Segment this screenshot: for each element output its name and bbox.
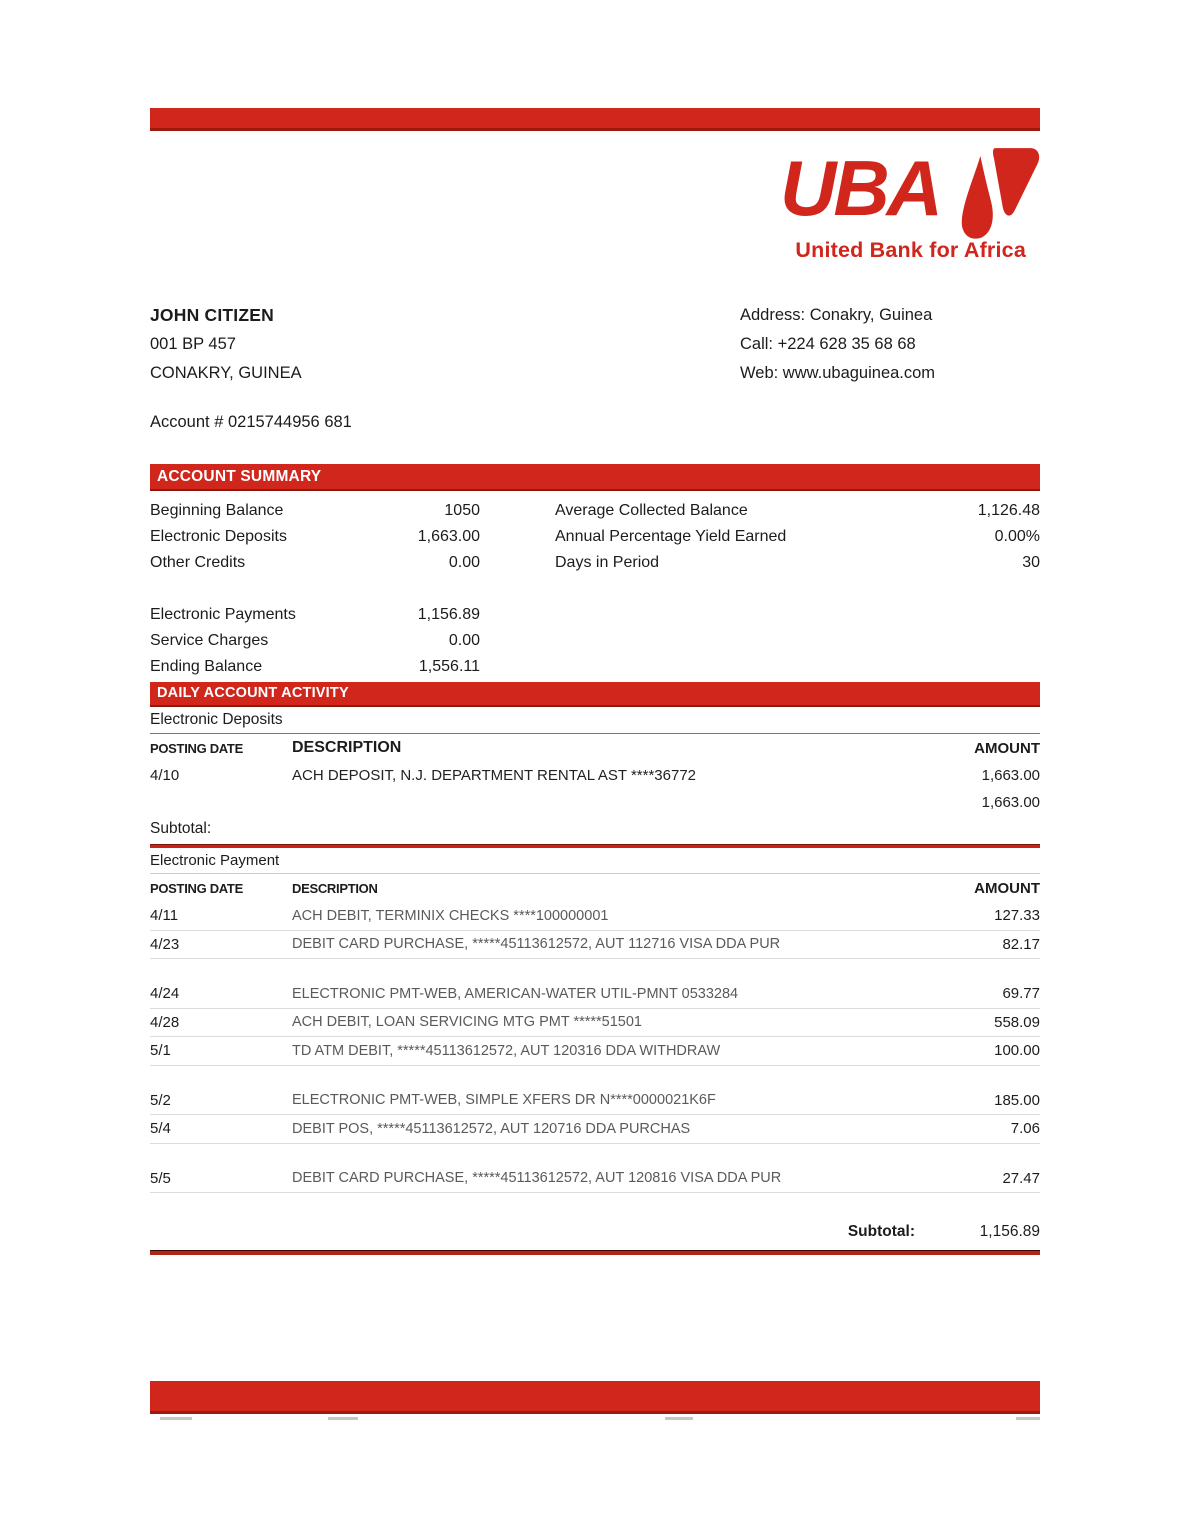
summary-label: Ending Balance (150, 658, 263, 675)
payment-date: 5/1 (150, 1042, 171, 1060)
scan-mark (665, 1417, 693, 1420)
payments-subtotal-label: Subtotal: (847, 1223, 915, 1240)
deposits-table-header (150, 734, 1040, 762)
payment-row (150, 959, 1040, 980)
payment-amount: 558.09 (994, 1013, 1040, 1031)
account-number: Account # 0215744956 681 (150, 412, 352, 431)
summary-label: Other Credits (150, 554, 246, 571)
payment-row (150, 1066, 1040, 1087)
summary-label: Average Collected Balance (555, 502, 748, 519)
bank-contact-block (740, 301, 1040, 388)
summary-label: Beginning Balance (150, 502, 284, 519)
payment-amount: 185.00 (994, 1091, 1040, 1109)
payment-row (150, 902, 1040, 931)
summary-value: 1,126.48 (977, 502, 1040, 519)
summary-row (150, 498, 480, 524)
deposits-col-posting-date: POSTING DATE (150, 740, 243, 756)
payment-row (150, 980, 1040, 1009)
deposits-subtotal-label: Subtotal: (150, 820, 212, 837)
account-summary-body (150, 491, 1040, 680)
payment-date: 4/11 (150, 907, 179, 925)
bank-logo (150, 146, 1040, 263)
summary-label: Service Charges (150, 632, 269, 649)
summary-row (555, 498, 1040, 524)
payment-row (150, 1037, 1040, 1066)
payment-description: DEBIT CARD PURCHASE, *****45113612572, AUT 120816 VISA DDA PUR (292, 1170, 782, 1187)
uba-emblem-icon (954, 146, 1040, 248)
summary-value: 0.00 (448, 632, 480, 649)
electronic-payments-section (150, 848, 1040, 1255)
payment-date: 5/4 (150, 1120, 171, 1138)
payments-divider (150, 1250, 1040, 1255)
bank-website: Web: www.ubaguinea.com (740, 364, 936, 382)
payment-amount: 27.47 (1002, 1169, 1040, 1187)
payment-date: 4/24 (150, 985, 180, 1003)
summary-label: Electronic Payments (150, 606, 296, 623)
payment-row (150, 1115, 1040, 1144)
summary-row (555, 550, 1040, 576)
summary-value: 1,663.00 (417, 528, 480, 545)
payment-date: 4/28 (150, 1013, 180, 1031)
bottom-brand-bar (150, 1381, 1040, 1414)
payment-row (150, 931, 1040, 960)
deposit-row (150, 762, 1040, 789)
payment-date: 5/2 (150, 1091, 171, 1109)
summary-value: 30 (1022, 554, 1040, 571)
scan-mark (160, 1417, 192, 1420)
bank-tagline: United Bank for Africa (795, 238, 1026, 262)
payment-amount: 100.00 (994, 1042, 1040, 1060)
customer-address-block (150, 301, 740, 388)
deposit-row (150, 789, 1040, 816)
top-brand-bar (150, 108, 1040, 131)
payment-description: TD ATM DEBIT, *****45113612572, AUT 120316 DDA WITHDRAW (292, 1042, 721, 1059)
footer-scan-marks (150, 1417, 1040, 1425)
payment-description: ELECTRONIC PMT-WEB, AMERICAN-WATER UTIL-PMNT 0533284 (292, 985, 739, 1002)
summary-value: 0.00% (994, 528, 1040, 545)
deposit-description: ACH DEPOSIT, N.J. DEPARTMENT RENTAL AST ****36772 (292, 767, 697, 784)
addresses-section (150, 301, 1040, 388)
payment-description: DEBIT CARD PURCHASE, *****45113612572, AUT 112716 VISA DDA PUR (292, 936, 781, 953)
payment-description: ACH DEBIT, TERMINIX CHECKS ****100000001 (292, 907, 609, 924)
summary-row (150, 576, 480, 602)
summary-row (150, 550, 480, 576)
deposit-amount: 1,663.00 (981, 794, 1040, 811)
payments-subtotal-amount: 1,156.89 (979, 1223, 1040, 1240)
payment-description: ELECTRONIC PMT-WEB, SIMPLE XFERS DR N****0000021K6F (292, 1092, 716, 1109)
summary-value: 0.00 (448, 554, 480, 571)
summary-left-column (150, 498, 480, 680)
summary-value: 1050 (444, 502, 480, 519)
summary-row (150, 524, 480, 550)
deposits-col-amount: AMOUNT (974, 739, 1040, 757)
payment-amount: 69.77 (1002, 985, 1040, 1003)
summary-label: Annual Percentage Yield Earned (555, 528, 787, 545)
payments-col-description: DESCRIPTION (292, 880, 378, 896)
payment-row (150, 1144, 1040, 1165)
customer-name: JOHN CITIZEN (150, 305, 274, 325)
payment-row (150, 1009, 1040, 1038)
summary-row (150, 654, 480, 680)
summary-right-column (555, 498, 1040, 680)
electronic-deposits-section (150, 707, 1040, 848)
logo-row (780, 146, 1040, 248)
deposit-date: 4/10 (150, 767, 180, 784)
scan-mark (1016, 1417, 1040, 1420)
bank-phone: Call: +224 628 35 68 68 (740, 335, 916, 353)
deposits-table-rows (150, 762, 1040, 816)
payments-heading: Electronic Payment (150, 848, 1040, 874)
summary-value: 1,556.11 (418, 658, 480, 675)
payment-description: DEBIT POS, *****45113612572, AUT 120716 DDA PURCHAS (292, 1120, 691, 1137)
payment-row (150, 1087, 1040, 1116)
deposit-amount: 1,663.00 (981, 767, 1040, 784)
payment-amount: 82.17 (1002, 935, 1040, 953)
payment-amount: 127.33 (994, 907, 1040, 925)
payments-col-posting-date: POSTING DATE (150, 880, 243, 896)
uba-logo-text: UBA (780, 144, 940, 232)
deposits-col-description: DESCRIPTION (292, 739, 402, 756)
summary-label: Days in Period (555, 554, 660, 571)
payment-amount: 7.06 (1010, 1120, 1040, 1138)
summary-row (555, 524, 1040, 550)
daily-activity-header: DAILY ACCOUNT ACTIVITY (150, 682, 1040, 707)
payments-table-rows (150, 902, 1040, 1193)
summary-label: Electronic Deposits (150, 528, 287, 545)
payment-date: 4/23 (150, 935, 180, 953)
payments-table-header (150, 874, 1040, 902)
bank-address: Address: Conakry, Guinea (740, 306, 933, 324)
payments-col-amount: AMOUNT (974, 879, 1040, 897)
customer-address-line2: CONAKRY, GUINEA (150, 364, 302, 382)
scan-mark (328, 1417, 358, 1420)
payment-date: 5/5 (150, 1169, 171, 1187)
account-summary-header: ACCOUNT SUMMARY (150, 464, 1040, 491)
customer-address-line1: 001 BP 457 (150, 335, 236, 353)
summary-row (150, 628, 480, 654)
payment-description: ACH DEBIT, LOAN SERVICING MTG PMT *****51501 (292, 1014, 642, 1031)
summary-value: 1,156.89 (417, 606, 480, 623)
statement-page (150, 0, 1040, 1425)
payments-subtotal-row (150, 1217, 1040, 1247)
payment-row (150, 1165, 1040, 1194)
summary-row (150, 602, 480, 628)
deposits-heading: Electronic Deposits (150, 707, 1040, 734)
